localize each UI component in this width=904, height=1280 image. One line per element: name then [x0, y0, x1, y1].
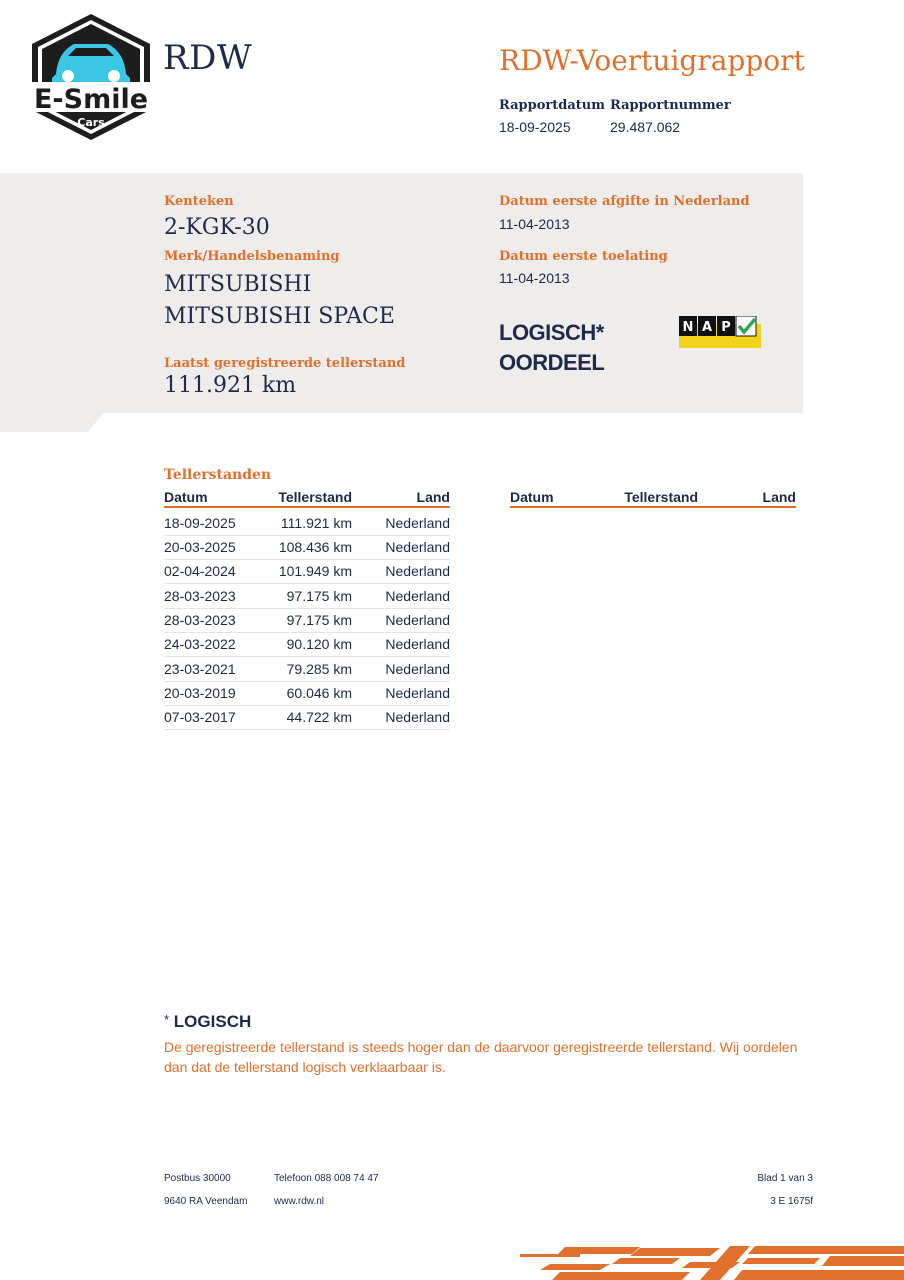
- nap-letter-n: N: [682, 320, 694, 335]
- verdict-line2: OORDEEL: [499, 350, 605, 375]
- readings-header-right: [510, 489, 796, 508]
- footer-phone: Telefoon 088 008 74 47: [274, 1173, 379, 1184]
- report-number-label: Rapportnummer: [610, 98, 731, 113]
- rdw-stripes-decoration: [520, 1244, 904, 1280]
- col-odometer-header: Tellerstand: [278, 489, 352, 505]
- report-title: RDW-Voertuigrapport: [499, 44, 805, 77]
- col-country-header: Land: [416, 489, 450, 505]
- first-admission-value: 11-04-2013: [499, 270, 570, 286]
- table-row: 02-04-2024 101.949 km Nederland: [164, 559, 450, 584]
- nap-letter-a: A: [701, 320, 713, 335]
- footer-city: 9640 RA Veendam: [164, 1196, 248, 1207]
- plate-value: 2-KGK-30: [164, 215, 270, 240]
- readings-header-left: [164, 489, 450, 508]
- table-row: 20-03-2025 108.436 km Nederland: [164, 535, 450, 560]
- make-value: MITSUBISHI: [164, 272, 312, 297]
- footer-page: Blad 1 van 3: [757, 1173, 813, 1184]
- footer-postbus: Postbus 30000: [164, 1173, 231, 1184]
- model-value: MITSUBISHI SPACE: [164, 304, 395, 329]
- logo-text: E-Smile: [33, 84, 149, 115]
- table-row: 20-03-2019 60.046 km Nederland: [164, 681, 450, 706]
- table-row: 28-03-2023 97.175 km Nederland: [164, 608, 450, 633]
- nap-badge: [679, 316, 761, 348]
- asterisk: *: [164, 1012, 170, 1027]
- explanation-heading-text: LOGISCH: [173, 1012, 252, 1031]
- explanation-heading: [164, 1012, 251, 1032]
- first-admission-label: Datum eerste toelating: [499, 249, 668, 264]
- table-row: 18-09-2025 111.921 km Nederland: [164, 511, 450, 536]
- table-row: 28-03-2023 97.175 km Nederland: [164, 584, 450, 609]
- table-row: 07-03-2017 44.722 km Nederland: [164, 705, 450, 730]
- logo-subtext: Cars: [77, 116, 105, 129]
- col-date-header: Datum: [164, 489, 208, 505]
- col-date-header-2: Datum: [510, 489, 554, 505]
- verdict-line1: LOGISCH*: [499, 320, 604, 345]
- panel-tail: [0, 412, 104, 432]
- col-country-header-2: Land: [762, 489, 796, 505]
- vehicle-info-panel: [0, 173, 803, 413]
- make-label: Merk/Handelsbenaming: [164, 249, 340, 264]
- explanation-text: De geregistreerde tellerstand is steeds hoger dan de daarvoor geregistreerde tellerstand. Wij oordelen dan dat de tellerstand logisch verklaarbaar is.: [164, 1039, 798, 1075]
- col-odometer-header-2: Tellerstand: [624, 489, 698, 505]
- readings-title: Tellerstanden: [164, 467, 272, 483]
- plate-label: Kenteken: [164, 194, 234, 209]
- table-row: 24-03-2022 90.120 km Nederland: [164, 632, 450, 657]
- nap-letter-p: P: [721, 320, 731, 335]
- footer-code: 3 E 1675f: [770, 1196, 813, 1207]
- report-date: 18-09-2025: [499, 119, 571, 135]
- brand-name: RDW: [163, 38, 253, 78]
- report-date-label: Rapportdatum: [499, 98, 605, 113]
- first-nl-label: Datum eerste afgifte in Nederland: [499, 194, 750, 209]
- esmile-cars-logo: [26, 12, 156, 142]
- odometer-value: 111.921 km: [164, 373, 297, 398]
- report-number: 29.487.062: [610, 119, 681, 135]
- odometer-label: Laatst geregistreerde tellerstand: [164, 356, 406, 371]
- footer-web[interactable]: www.rdw.nl: [274, 1196, 325, 1207]
- first-nl-value: 11-04-2013: [499, 216, 570, 232]
- table-row: 23-03-2021 79.285 km Nederland: [164, 657, 450, 682]
